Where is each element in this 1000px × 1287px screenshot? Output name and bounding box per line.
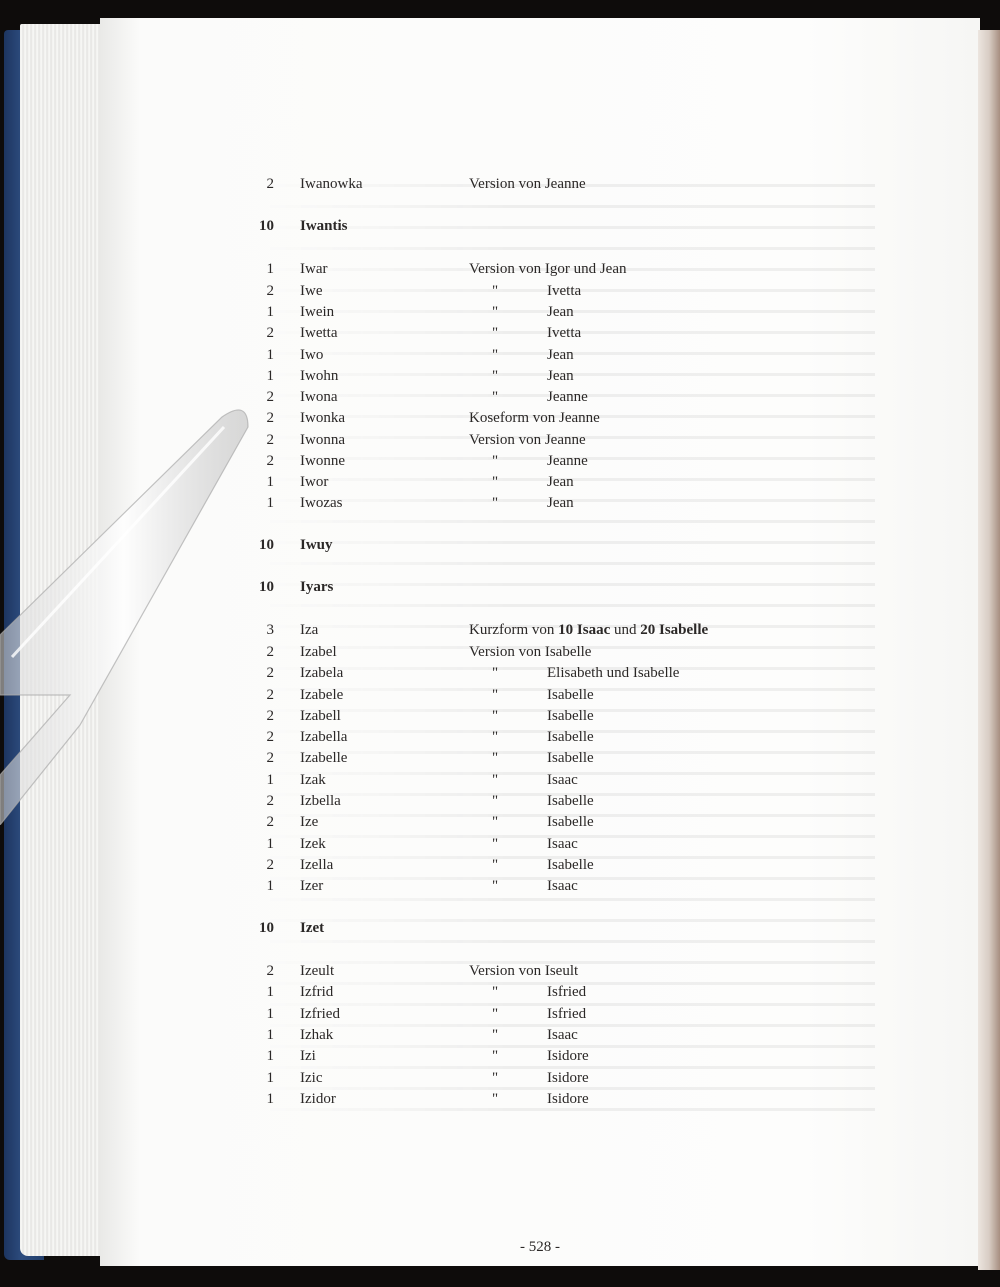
ditto-mark: "	[492, 750, 499, 766]
entry-reference: Jeanne	[547, 453, 588, 469]
entry-name: Izak	[300, 772, 326, 788]
entry-name: Iwein	[300, 304, 335, 320]
ditto-mark: "	[492, 665, 499, 681]
entry-reference: Isabelle	[547, 814, 594, 830]
ditto-mark: "	[492, 772, 499, 788]
entry-count: 10	[259, 920, 274, 936]
ditto-mark: "	[492, 304, 499, 320]
entry-count: 10	[259, 218, 274, 234]
entry-name: Iwonka	[300, 410, 345, 426]
list-item	[0, 281, 1000, 302]
entry-count: 2	[266, 389, 274, 405]
ditto-mark: "	[492, 283, 499, 299]
list-item	[0, 1089, 1000, 1110]
entry-reference: Isidore	[547, 1091, 589, 1107]
list-item	[0, 706, 1000, 727]
list-item	[0, 302, 1000, 323]
entry-name: Izi	[300, 1048, 316, 1064]
description-text: Kurzform von	[469, 622, 559, 638]
entry-name: Izic	[300, 1070, 323, 1086]
entry-count: 1	[266, 836, 274, 852]
entry-name: Ize	[300, 814, 319, 830]
entry-reference: Jean	[547, 495, 574, 511]
entry-description: Version von Jeanne	[469, 432, 586, 448]
entry-reference: Isidore	[547, 1070, 589, 1086]
ditto-mark: "	[492, 495, 499, 511]
list-item	[0, 918, 1000, 939]
entry-reference: Jeanne	[547, 389, 588, 405]
ditto-mark: "	[492, 814, 499, 830]
entry-count: 10	[259, 537, 274, 553]
entry-count: 3	[266, 622, 274, 638]
list-item	[0, 727, 1000, 748]
entry-reference: Isabelle	[547, 729, 594, 745]
entry-name: Izer	[300, 878, 324, 894]
entry-count: 1	[266, 495, 274, 511]
entry-name: Iwetta	[300, 325, 338, 341]
entry-name: Iwohn	[300, 368, 339, 384]
list-item	[0, 1068, 1000, 1089]
entry-count: 2	[266, 793, 274, 809]
list-item	[0, 812, 1000, 833]
entry-name: Izabele	[300, 687, 344, 703]
list-item	[0, 961, 1000, 982]
list-item	[0, 493, 1000, 514]
entry-name: Iwar	[300, 261, 328, 277]
ditto-mark: "	[492, 368, 499, 384]
list-item	[0, 323, 1000, 344]
entry-count: 1	[266, 772, 274, 788]
entry-name: Iwona	[300, 389, 338, 405]
entry-name: Izek	[300, 836, 326, 852]
list-item	[0, 451, 1000, 472]
entry-description: Version von Isabelle	[469, 644, 592, 660]
entry-name: Izet	[300, 920, 325, 936]
entry-name: Izhak	[300, 1027, 334, 1043]
entry-reference: Isaac	[547, 836, 578, 852]
ditto-mark: "	[492, 1091, 499, 1107]
ditto-mark: "	[492, 389, 499, 405]
entry-reference: Jean	[547, 347, 574, 363]
entry-reference: Jean	[547, 474, 574, 490]
entry-count: 2	[266, 750, 274, 766]
entry-name: Izfried	[300, 1006, 340, 1022]
list-item	[0, 216, 1000, 237]
entry-count: 10	[259, 579, 274, 595]
entry-count: 2	[266, 283, 274, 299]
entry-description: Version von Jeanne	[469, 176, 586, 192]
description-reference: 10 Isaac	[558, 622, 611, 638]
entry-reference: Isabelle	[547, 857, 594, 873]
entry-name: Iwozas	[300, 495, 343, 511]
entry-count: 2	[266, 453, 274, 469]
entry-count: 1	[266, 1048, 274, 1064]
entry-name: Iwonne	[300, 453, 345, 469]
entry-count: 2	[266, 857, 274, 873]
ditto-mark: "	[492, 1027, 499, 1043]
entry-count: 1	[266, 984, 274, 1000]
ditto-mark: "	[492, 1006, 499, 1022]
entry-name: Iza	[300, 622, 319, 638]
entry-count: 2	[266, 410, 274, 426]
list-item	[0, 259, 1000, 280]
entry-reference: Isaac	[547, 878, 578, 894]
entry-count: 2	[266, 729, 274, 745]
list-item	[0, 663, 1000, 684]
description-reference: 20 Isabelle	[640, 622, 709, 638]
entry-count: 2	[266, 432, 274, 448]
entry-reference: Jean	[547, 304, 574, 320]
entry-reference: Isabelle	[547, 793, 594, 809]
entry-name: Izabelle	[300, 750, 348, 766]
entry-name: Izeult	[300, 963, 335, 979]
entry-description	[469, 620, 708, 641]
ditto-mark: "	[492, 857, 499, 873]
entry-name: Izabela	[300, 665, 344, 681]
entry-count: 1	[266, 304, 274, 320]
entry-reference: Isfried	[547, 984, 587, 1000]
entry-reference: Jean	[547, 368, 574, 384]
entry-count: 1	[266, 261, 274, 277]
entry-name: Iwe	[300, 283, 323, 299]
entry-name: Iwanowka	[300, 176, 363, 192]
entry-name: Izella	[300, 857, 334, 873]
entry-count: 1	[266, 347, 274, 363]
entry-name: Izabel	[300, 644, 337, 660]
ditto-mark: "	[492, 708, 499, 724]
list-item	[0, 345, 1000, 366]
list-item	[0, 1004, 1000, 1025]
entry-name: Izidor	[300, 1091, 336, 1107]
description-text: und	[610, 622, 641, 638]
entry-name: Izbella	[300, 793, 341, 809]
entry-name: Iwor	[300, 474, 329, 490]
list-item	[0, 366, 1000, 387]
list-item	[0, 791, 1000, 812]
entry-reference: Isfried	[547, 1006, 587, 1022]
ditto-mark: "	[492, 878, 499, 894]
list-item	[0, 620, 1000, 641]
entry-count: 1	[266, 474, 274, 490]
entry-count: 1	[266, 1006, 274, 1022]
entry-count: 2	[266, 814, 274, 830]
entry-name: Iyars	[300, 579, 334, 595]
list-item	[0, 642, 1000, 663]
list-item	[0, 876, 1000, 897]
entry-count: 2	[266, 708, 274, 724]
entry-count: 2	[266, 687, 274, 703]
entry-count: 2	[266, 963, 274, 979]
entry-count: 1	[266, 878, 274, 894]
entry-name: Iwuy	[300, 537, 333, 553]
entry-reference: Ivetta	[547, 283, 582, 299]
list-item	[0, 685, 1000, 706]
entry-count: 1	[266, 368, 274, 384]
ditto-mark: "	[492, 474, 499, 490]
entry-count: 2	[266, 325, 274, 341]
list-item	[0, 770, 1000, 791]
entry-reference: Ivetta	[547, 325, 582, 341]
entry-reference: Isidore	[547, 1048, 589, 1064]
list-item	[0, 408, 1000, 429]
entry-name: Iwo	[300, 347, 324, 363]
ditto-mark: "	[492, 687, 499, 703]
ditto-mark: "	[492, 325, 499, 341]
entry-reference: Isabelle	[547, 708, 594, 724]
list-item	[0, 748, 1000, 769]
entry-name: Izabell	[300, 708, 341, 724]
entry-reference: Elisabeth und Isabelle	[547, 665, 680, 681]
list-item	[0, 430, 1000, 451]
list-item	[0, 387, 1000, 408]
ditto-mark: "	[492, 984, 499, 1000]
entry-count: 2	[266, 644, 274, 660]
ditto-mark: "	[492, 729, 499, 745]
entry-name: Izfrid	[300, 984, 334, 1000]
entry-count: 1	[266, 1091, 274, 1107]
entry-description: Version von Iseult	[469, 963, 579, 979]
ditto-mark: "	[492, 1070, 499, 1086]
page-number: - 528 -	[520, 1239, 560, 1255]
list-item	[0, 834, 1000, 855]
entry-count: 1	[266, 1027, 274, 1043]
entry-description: Koseform von Jeanne	[469, 410, 600, 426]
ditto-mark: "	[492, 347, 499, 363]
entry-reference: Isabelle	[547, 687, 594, 703]
list-item	[0, 535, 1000, 556]
entry-description: Version von Igor und Jean	[469, 261, 627, 277]
ditto-mark: "	[492, 793, 499, 809]
entry-reference: Isaac	[547, 1027, 578, 1043]
entry-name: Iwonna	[300, 432, 345, 448]
entry-reference: Isabelle	[547, 750, 594, 766]
list-item	[0, 472, 1000, 493]
list-item	[0, 982, 1000, 1003]
list-item	[0, 174, 1000, 195]
entry-name: Izabella	[300, 729, 348, 745]
entry-reference: Isaac	[547, 772, 578, 788]
entry-count: 2	[266, 665, 274, 681]
ditto-mark: "	[492, 1048, 499, 1064]
entry-name: Iwantis	[300, 218, 348, 234]
ditto-mark: "	[492, 453, 499, 469]
list-item	[0, 1046, 1000, 1067]
ditto-mark: "	[492, 836, 499, 852]
entry-count: 2	[266, 176, 274, 192]
list-item	[0, 1025, 1000, 1046]
entry-count: 1	[266, 1070, 274, 1086]
list-item	[0, 855, 1000, 876]
list-item	[0, 577, 1000, 598]
